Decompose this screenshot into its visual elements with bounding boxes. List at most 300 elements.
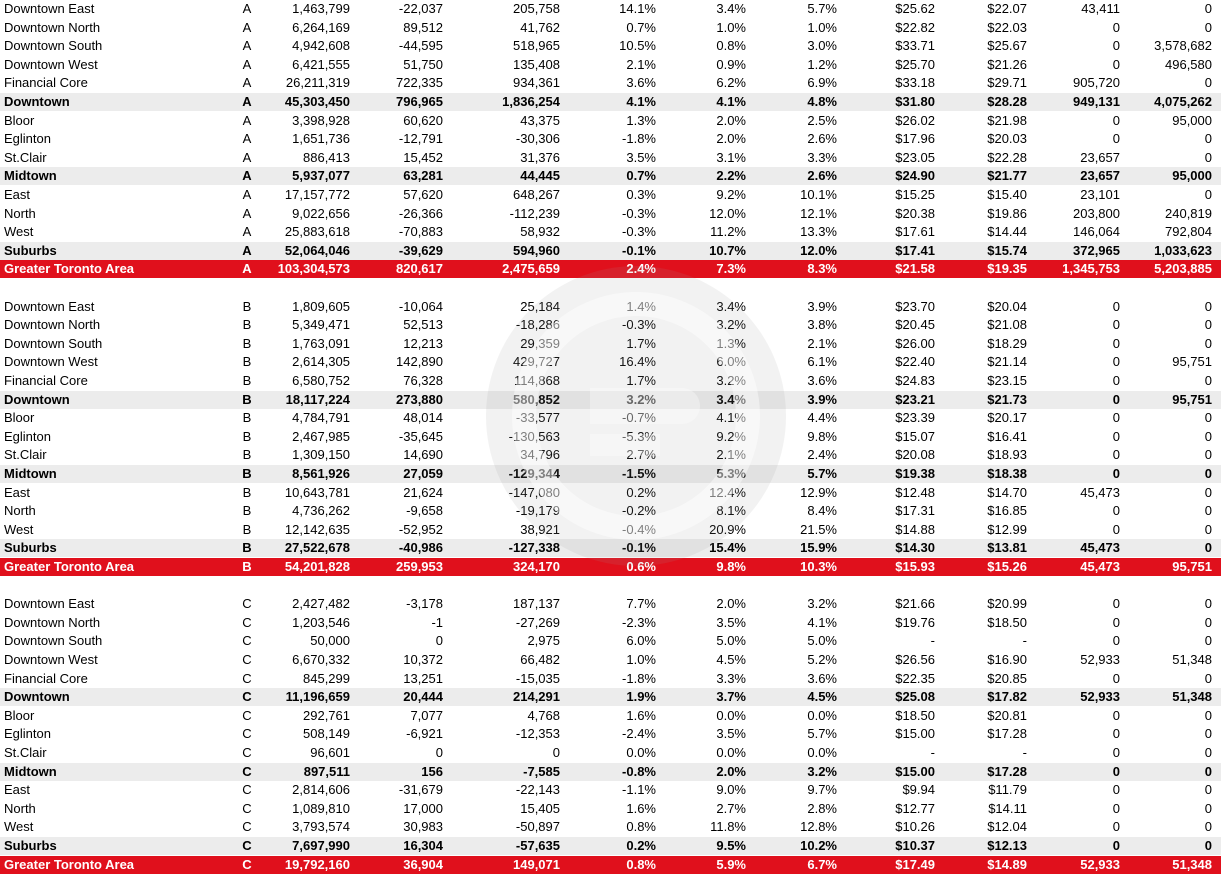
net-absorption-cell: -6,921: [406, 726, 443, 742]
total-vacancy-cell: 2.5%: [807, 112, 837, 128]
net-rent-cell: $17.82: [987, 689, 1027, 705]
direct-vacancy-cell: 9.8%: [716, 559, 746, 574]
gross-rent-cell: $20.08: [895, 447, 935, 463]
gross-rent-cell: $22.40: [895, 354, 935, 370]
total-vacancy-cell: 3.9%: [807, 298, 837, 314]
ytd-absorption-cell: 44,445: [520, 168, 560, 184]
change-cell: -0.4%: [622, 521, 656, 537]
gross-rent-cell: $17.31: [895, 503, 935, 519]
submarket-cell: North: [4, 205, 36, 221]
net-absorption-cell: 17,000: [403, 800, 443, 816]
net-rent-cell: $14.44: [987, 224, 1027, 240]
net-absorption-cell: -9,658: [406, 503, 443, 519]
net-absorption-cell: -52,952: [398, 521, 443, 537]
submarket-cell: Downtown East: [4, 298, 95, 314]
net-absorption-cell: 142,890: [396, 354, 443, 370]
direct-vacancy-cell: 20.9%: [709, 521, 746, 537]
completions-cell: 0: [1204, 521, 1212, 537]
change-cell: -1.5%: [622, 466, 656, 481]
completions-cell: 792,804: [1165, 224, 1212, 240]
class-cell: C: [242, 819, 252, 835]
table-row: [0, 19, 1221, 37]
class-cell: B: [242, 428, 252, 444]
submarket-cell: Greater Toronto Area: [4, 261, 135, 277]
ytd-absorption-cell: 31,376: [520, 149, 560, 165]
gross-rent-cell: $14.30: [895, 540, 935, 556]
total-vacancy-cell: 3.2%: [807, 763, 837, 779]
completions-cell: 0: [1204, 466, 1212, 481]
ytd-absorption-cell: 29,359: [520, 335, 560, 351]
submarket-cell: Downtown South: [4, 633, 103, 649]
under-construction-cell: 0: [1112, 373, 1120, 388]
inventory-cell: 292,761: [303, 707, 350, 723]
ytd-absorption-cell: 214,291: [513, 689, 560, 705]
class-cell: C: [242, 614, 252, 630]
class-cell: A: [242, 187, 252, 202]
net-rent-cell: $18.50: [987, 614, 1027, 630]
change-cell: 14.1%: [619, 1, 656, 16]
table-row: [0, 651, 1221, 669]
class-cell: A: [242, 38, 252, 54]
inventory-cell: 3,793,574: [292, 819, 350, 835]
change-cell: 10.5%: [619, 38, 656, 54]
submarket-cell: Downtown: [4, 391, 70, 407]
net-rent-cell: $21.26: [987, 56, 1027, 72]
direct-vacancy-cell: 1.3%: [716, 335, 746, 351]
inventory-cell: 6,670,332: [292, 652, 350, 667]
table-row: [0, 409, 1221, 427]
change-cell: 2.7%: [626, 447, 656, 463]
table-row: [0, 298, 1221, 316]
submarket-cell: Downtown: [4, 689, 70, 705]
ytd-absorption-cell: -127,338: [508, 540, 560, 556]
class-cell: C: [242, 856, 252, 872]
net-absorption-cell: -39,629: [398, 242, 443, 258]
submarket-cell: Downtown North: [4, 19, 101, 35]
direct-vacancy-cell: 15.4%: [709, 540, 746, 556]
under-construction-cell: 0: [1112, 38, 1120, 54]
ytd-absorption-cell: -27,269: [515, 614, 560, 630]
class-cell: C: [242, 838, 252, 853]
net-absorption-cell: -26,366: [398, 205, 443, 221]
subtotal-row: [0, 465, 1221, 483]
class-cell: B: [242, 298, 252, 314]
change-cell: -0.1%: [622, 242, 656, 258]
ytd-absorption-cell: 38,921: [520, 521, 560, 537]
total-vacancy-cell: 2.6%: [807, 131, 837, 147]
gross-rent-cell: -: [930, 745, 935, 760]
total-vacancy-cell: 3.2%: [807, 596, 837, 612]
gross-rent-cell: $15.00: [895, 763, 935, 779]
ytd-absorption-cell: -12,353: [515, 726, 560, 742]
change-cell: 3.6%: [626, 75, 656, 91]
class-cell: A: [242, 168, 252, 184]
class-cell: A: [242, 205, 252, 221]
completions-cell: 0: [1204, 763, 1212, 779]
gross-rent-cell: $17.61: [895, 224, 935, 240]
class-cell: B: [242, 559, 252, 574]
net-rent-cell: $21.08: [987, 317, 1027, 333]
direct-vacancy-cell: 3.4%: [716, 391, 746, 407]
direct-vacancy-cell: 3.5%: [716, 726, 746, 742]
gross-rent-cell: $9.94: [902, 782, 935, 798]
inventory-cell: 17,157,772: [284, 187, 350, 202]
submarket-cell: Downtown West: [4, 56, 98, 72]
net-absorption-cell: -31,679: [398, 782, 443, 798]
submarket-cell: Suburbs: [4, 540, 57, 556]
submarket-cell: Eglinton: [4, 131, 51, 147]
direct-vacancy-cell: 3.7%: [716, 689, 746, 705]
net-rent-cell: $21.73: [987, 391, 1027, 407]
net-absorption-cell: -12,791: [398, 131, 443, 147]
gross-rent-cell: $24.83: [895, 373, 935, 388]
inventory-cell: 1,809,605: [292, 298, 350, 314]
net-rent-cell: $28.28: [987, 94, 1027, 109]
gross-rent-cell: $17.96: [895, 131, 935, 147]
total-vacancy-cell: 3.0%: [807, 38, 837, 54]
table-row: [0, 130, 1221, 148]
inventory-cell: 12,142,635: [284, 521, 350, 537]
total-vacancy-cell: 10.3%: [800, 559, 837, 574]
submarket-cell: West: [4, 521, 34, 537]
gross-rent-cell: $21.58: [895, 261, 935, 277]
direct-vacancy-cell: 5.0%: [716, 633, 746, 649]
direct-vacancy-cell: 3.5%: [716, 614, 746, 630]
net-rent-cell: $20.81: [987, 707, 1027, 723]
change-cell: 1.0%: [626, 652, 656, 667]
net-rent-cell: $22.07: [987, 1, 1027, 16]
submarket-cell: East: [4, 782, 31, 798]
inventory-cell: 96,601: [310, 745, 350, 760]
table-row: [0, 37, 1221, 55]
inventory-cell: 11,196,659: [285, 689, 350, 705]
inventory-cell: 886,413: [303, 149, 350, 165]
change-cell: -1.8%: [622, 131, 656, 147]
change-cell: 1.4%: [626, 298, 656, 314]
inventory-cell: 8,561,926: [292, 466, 350, 481]
inventory-cell: 50,000: [310, 633, 350, 649]
submarket-cell: North: [4, 800, 36, 816]
class-cell: B: [242, 391, 252, 407]
submarket-cell: St.Clair: [4, 149, 47, 165]
class-cell: C: [242, 800, 252, 816]
ytd-absorption-cell: -7,585: [523, 763, 560, 779]
completions-cell: 0: [1204, 317, 1212, 333]
total-vacancy-cell: 5.7%: [807, 1, 837, 16]
ytd-absorption-cell: 324,170: [513, 559, 560, 574]
under-construction-cell: 1,345,753: [1062, 261, 1120, 277]
total-vacancy-cell: 21.5%: [800, 521, 837, 537]
net-absorption-cell: 63,281: [403, 168, 443, 184]
ytd-absorption-cell: 149,071: [513, 856, 560, 872]
ytd-absorption-cell: 25,184: [520, 298, 560, 314]
direct-vacancy-cell: 3.3%: [716, 670, 746, 686]
gross-rent-cell: $15.93: [895, 559, 935, 574]
inventory-cell: 6,264,169: [292, 19, 350, 35]
net-rent-cell: $25.67: [987, 38, 1027, 54]
direct-vacancy-cell: 9.2%: [716, 187, 746, 202]
gross-rent-cell: $23.39: [895, 410, 935, 426]
direct-vacancy-cell: 9.0%: [716, 782, 746, 798]
gross-rent-cell: $25.70: [895, 56, 935, 72]
under-construction-cell: 52,933: [1080, 689, 1120, 705]
net-rent-cell: $12.04: [987, 819, 1027, 835]
ytd-absorption-cell: 4,768: [527, 707, 560, 723]
ytd-absorption-cell: 2,975: [527, 633, 560, 649]
under-construction-cell: 0: [1112, 745, 1120, 760]
ytd-absorption-cell: 34,796: [520, 447, 560, 463]
gross-rent-cell: $20.45: [895, 317, 935, 333]
gross-rent-cell: $17.41: [895, 242, 935, 258]
table-row: [0, 484, 1221, 502]
change-cell: -0.2%: [622, 503, 656, 519]
inventory-cell: 897,511: [303, 763, 350, 779]
change-cell: 0.2%: [626, 484, 656, 500]
completions-cell: 0: [1204, 633, 1212, 649]
direct-vacancy-cell: 1.0%: [716, 19, 746, 35]
ytd-absorption-cell: 41,762: [520, 19, 560, 35]
direct-vacancy-cell: 12.0%: [709, 205, 746, 221]
class-cell: B: [242, 503, 252, 519]
ytd-absorption-cell: 594,960: [513, 242, 560, 258]
net-rent-cell: $16.90: [987, 652, 1027, 667]
under-construction-cell: 23,657: [1080, 168, 1120, 184]
ytd-absorption-cell: -50,897: [515, 819, 560, 835]
net-rent-cell: $12.99: [987, 521, 1027, 537]
class-cell: A: [242, 1, 252, 16]
completions-cell: 51,348: [1172, 689, 1212, 705]
change-cell: 1.7%: [626, 373, 656, 388]
under-construction-cell: 0: [1112, 707, 1120, 723]
inventory-cell: 4,784,791: [292, 410, 350, 426]
direct-vacancy-cell: 0.8%: [716, 38, 746, 54]
subtotal-row: [0, 539, 1221, 557]
under-construction-cell: 0: [1112, 56, 1120, 72]
inventory-cell: 2,814,606: [292, 782, 350, 798]
gross-rent-cell: $25.62: [895, 1, 935, 16]
direct-vacancy-cell: 5.9%: [716, 856, 746, 872]
net-rent-cell: $18.93: [987, 447, 1027, 463]
completions-cell: 0: [1204, 819, 1212, 835]
change-cell: 0.8%: [626, 819, 656, 835]
table-row: [0, 781, 1221, 799]
net-rent-cell: $21.98: [987, 112, 1027, 128]
net-rent-cell: $20.99: [987, 596, 1027, 612]
class-cell: B: [242, 484, 252, 500]
table-row: [0, 632, 1221, 650]
class-cell: B: [242, 373, 252, 388]
under-construction-cell: 0: [1112, 447, 1120, 463]
ytd-absorption-cell: -19,179: [515, 503, 560, 519]
class-cell: A: [242, 261, 252, 277]
net-absorption-cell: 51,750: [403, 56, 443, 72]
change-cell: 3.5%: [626, 149, 656, 165]
inventory-cell: 2,427,482: [292, 596, 350, 612]
inventory-cell: 1,089,810: [292, 800, 350, 816]
completions-cell: 0: [1204, 373, 1212, 388]
direct-vacancy-cell: 3.4%: [716, 1, 746, 16]
under-construction-cell: 0: [1112, 19, 1120, 35]
ytd-absorption-cell: 429,727: [513, 354, 560, 370]
class-cell: B: [242, 447, 252, 463]
under-construction-cell: 0: [1112, 633, 1120, 649]
change-cell: 1.6%: [626, 707, 656, 723]
change-cell: 1.6%: [626, 800, 656, 816]
completions-cell: 0: [1204, 149, 1212, 165]
under-construction-cell: 0: [1112, 131, 1120, 147]
total-vacancy-cell: 3.9%: [807, 391, 837, 407]
completions-cell: 0: [1204, 596, 1212, 612]
ytd-absorption-cell: -33,577: [515, 410, 560, 426]
completions-cell: 0: [1204, 410, 1212, 426]
net-absorption-cell: 796,965: [396, 94, 443, 109]
inventory-cell: 1,309,150: [292, 447, 350, 463]
net-rent-cell: $17.28: [987, 726, 1027, 742]
inventory-cell: 27,522,678: [284, 540, 350, 556]
net-absorption-cell: 20,444: [403, 689, 443, 705]
completions-cell: 95,000: [1172, 112, 1212, 128]
submarket-cell: Downtown North: [4, 614, 101, 630]
inventory-cell: 1,463,799: [292, 1, 350, 16]
net-absorption-cell: 156: [421, 763, 443, 779]
subtotal-row: [0, 688, 1221, 706]
gross-rent-cell: -: [930, 633, 935, 649]
class-cell: B: [242, 354, 252, 370]
gross-rent-cell: $15.00: [895, 726, 935, 742]
net-rent-cell: $14.70: [987, 484, 1027, 500]
total-vacancy-cell: 2.8%: [807, 800, 837, 816]
direct-vacancy-cell: 9.2%: [716, 428, 746, 444]
gross-rent-cell: $14.88: [895, 521, 935, 537]
gross-rent-cell: $19.76: [895, 614, 935, 630]
change-cell: -2.4%: [622, 726, 656, 742]
gross-rent-cell: $22.35: [895, 670, 935, 686]
inventory-cell: 10,643,781: [284, 484, 350, 500]
class-cell: C: [242, 745, 252, 760]
completions-cell: 0: [1204, 614, 1212, 630]
completions-cell: 0: [1204, 782, 1212, 798]
submarket-cell: St.Clair: [4, 447, 47, 463]
change-cell: 0.3%: [626, 187, 656, 202]
under-construction-cell: 0: [1112, 503, 1120, 519]
inventory-cell: 19,792,160: [284, 856, 350, 872]
total-vacancy-cell: 10.1%: [800, 187, 837, 202]
completions-cell: 0: [1204, 428, 1212, 444]
subtotal-row: [0, 837, 1221, 855]
direct-vacancy-cell: 3.2%: [716, 317, 746, 333]
net-rent-cell: $23.15: [987, 373, 1027, 388]
gross-rent-cell: $23.70: [895, 298, 935, 314]
under-construction-cell: 0: [1112, 335, 1120, 351]
inventory-cell: 7,697,990: [292, 838, 350, 853]
table-row: [0, 446, 1221, 464]
inventory-cell: 103,304,573: [277, 261, 350, 277]
change-cell: 0.0%: [626, 745, 656, 760]
gross-rent-cell: $25.08: [895, 689, 935, 705]
direct-vacancy-cell: 2.0%: [716, 763, 746, 779]
gross-rent-cell: $26.00: [895, 335, 935, 351]
table-row: [0, 521, 1221, 539]
submarket-cell: Downtown West: [4, 652, 98, 667]
completions-cell: 496,580: [1165, 56, 1212, 72]
gross-rent-cell: $31.80: [895, 94, 935, 109]
ytd-absorption-cell: -112,239: [509, 205, 560, 221]
net-rent-cell: $12.13: [987, 838, 1027, 853]
completions-cell: 0: [1204, 484, 1212, 500]
table-row: [0, 818, 1221, 836]
completions-cell: 5,203,885: [1154, 261, 1212, 277]
direct-vacancy-cell: 2.0%: [716, 596, 746, 612]
under-construction-cell: 203,800: [1073, 205, 1120, 221]
change-cell: 0.8%: [626, 856, 656, 872]
ytd-absorption-cell: 934,361: [513, 75, 560, 91]
change-cell: 0.7%: [626, 168, 656, 184]
direct-vacancy-cell: 11.2%: [710, 224, 746, 240]
total-vacancy-cell: 12.9%: [800, 484, 837, 500]
class-cell: B: [242, 521, 252, 537]
direct-vacancy-cell: 6.0%: [716, 354, 746, 370]
submarket-cell: West: [4, 819, 34, 835]
inventory-cell: 4,942,608: [292, 38, 350, 54]
ytd-absorption-cell: -18,286: [515, 317, 560, 333]
subtotal-row: [0, 391, 1221, 409]
direct-vacancy-cell: 2.0%: [716, 131, 746, 147]
completions-cell: 0: [1204, 298, 1212, 314]
class-cell: A: [242, 112, 252, 128]
net-absorption-cell: 21,624: [403, 484, 443, 500]
under-construction-cell: 0: [1112, 819, 1120, 835]
inventory-cell: 1,651,736: [292, 131, 350, 147]
inventory-cell: 9,022,656: [292, 205, 350, 221]
direct-vacancy-cell: 4.1%: [716, 410, 746, 426]
direct-vacancy-cell: 2.2%: [716, 168, 746, 184]
direct-vacancy-cell: 12.4%: [709, 484, 746, 500]
total-vacancy-cell: 3.6%: [807, 670, 837, 686]
completions-cell: 0: [1204, 131, 1212, 147]
ytd-absorption-cell: 135,408: [513, 56, 560, 72]
submarket-cell: Downtown South: [4, 335, 103, 351]
change-cell: -0.1%: [622, 540, 656, 556]
class-cell: A: [242, 131, 252, 147]
under-construction-cell: 0: [1112, 763, 1120, 779]
change-cell: 16.4%: [619, 354, 656, 370]
net-absorption-cell: 259,953: [396, 559, 443, 574]
change-cell: -2.3%: [622, 614, 656, 630]
table-row: [0, 670, 1221, 688]
submarket-cell: Midtown: [4, 466, 57, 481]
direct-vacancy-cell: 2.7%: [716, 800, 746, 816]
table-row: [0, 149, 1221, 167]
total-vacancy-cell: 4.5%: [807, 689, 837, 705]
completions-cell: 0: [1204, 670, 1212, 686]
total-vacancy-cell: 5.2%: [807, 652, 837, 667]
completions-cell: 1,033,623: [1154, 242, 1212, 258]
completions-cell: 95,751: [1172, 391, 1212, 407]
table-row: [0, 595, 1221, 613]
total-vacancy-cell: 15.9%: [800, 540, 837, 556]
submarket-cell: West: [4, 224, 34, 240]
change-cell: 0.7%: [626, 19, 656, 35]
net-absorption-cell: 273,880: [396, 391, 443, 407]
table-row: [0, 186, 1221, 204]
completions-cell: 0: [1204, 707, 1212, 723]
submarket-cell: Downtown West: [4, 354, 98, 370]
net-rent-cell: $21.77: [987, 168, 1027, 184]
net-absorption-cell: 12,213: [403, 335, 443, 351]
completions-cell: 0: [1204, 540, 1212, 556]
table-row: [0, 744, 1221, 762]
net-rent-cell: $22.28: [987, 149, 1027, 165]
